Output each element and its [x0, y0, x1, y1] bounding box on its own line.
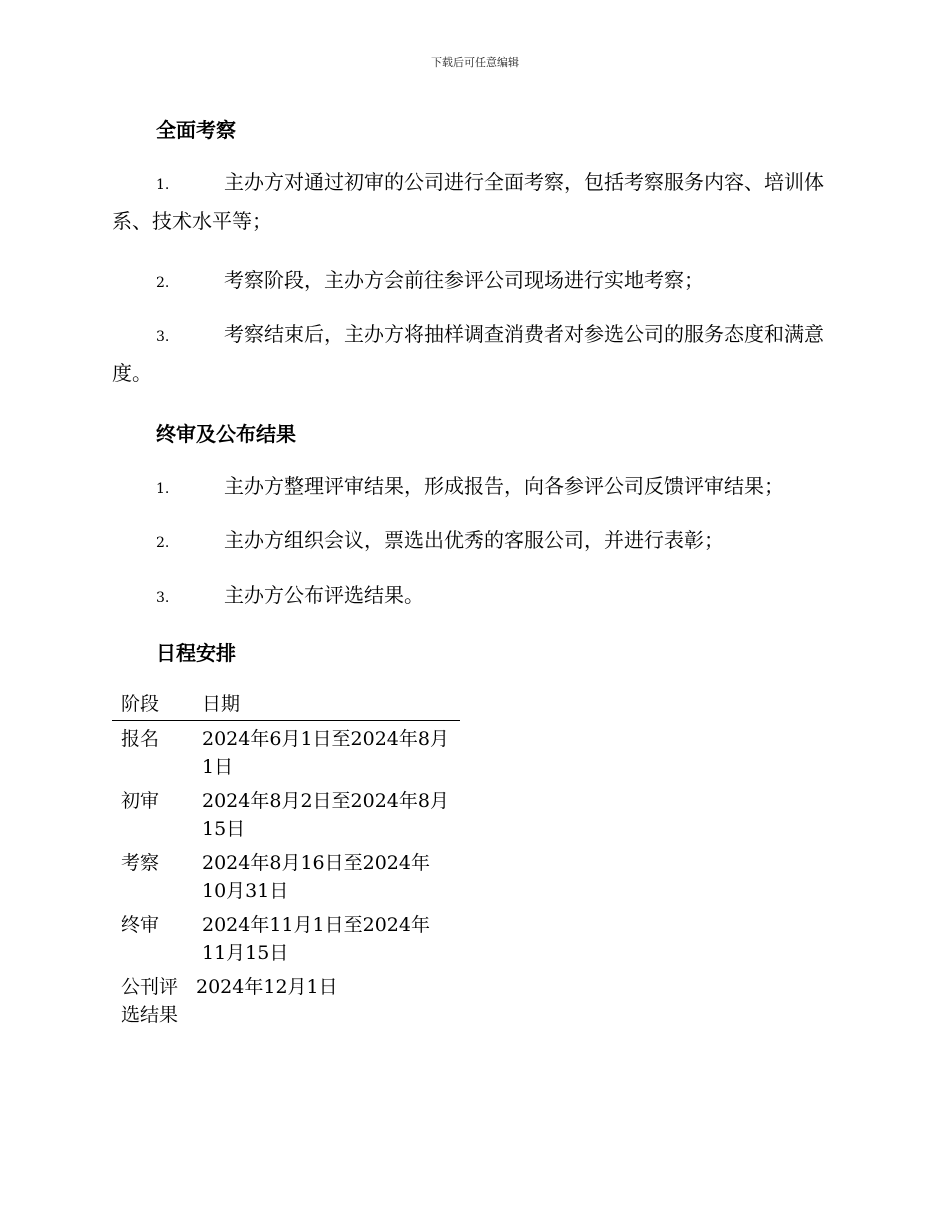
item-number: 2. [156, 275, 170, 291]
table-cell-stage: 报名 [121, 728, 160, 750]
table-cell-stage: 公刊评选结果 [121, 976, 179, 1026]
list-item [112, 262, 842, 301]
table-cell-date: 2024年6月1日至2024年8月1日 [202, 728, 449, 778]
list-item [112, 522, 842, 561]
table-cell-stage: 初审 [121, 790, 160, 812]
list-item [112, 577, 842, 616]
column-header-stage: 阶段 [121, 693, 160, 715]
section-heading-final-review: 终审及公布结果 [156, 422, 296, 446]
table-cell-date: 2024年8月2日至2024年8月15日 [202, 790, 449, 840]
item-text: 考察阶段，主办方会前往参评公司现场进行实地考察； [224, 268, 704, 292]
item-text: 主办方公布评选结果。 [224, 583, 424, 607]
table-row [112, 787, 460, 843]
table-cell-date: 2024年11月1日至2024年11月15日 [202, 914, 430, 964]
table-cell-stage: 终审 [121, 914, 160, 936]
section-heading-schedule: 日程安排 [156, 641, 236, 665]
item-number: 3. [156, 329, 170, 345]
table-cell-date: 2024年12月1日 [196, 976, 338, 998]
table-cell-date: 2024年8月16日至2024年10月31日 [202, 852, 430, 902]
item-text: 主办方组织会议，票选出优秀的客服公司，并进行表彰； [224, 528, 724, 552]
schedule-table [112, 690, 460, 1035]
section-heading-inspection: 全面考察 [156, 118, 236, 142]
item-text: 主办方对通过初审的公司进行全面考察，包括考察服务内容、培训体系、技术水平等； [112, 170, 824, 233]
table-row [112, 849, 460, 905]
table-header-row [112, 690, 460, 721]
list-item [112, 468, 842, 507]
page-header: 下载后可任意编辑 [431, 56, 519, 69]
item-number: 2. [156, 535, 170, 551]
item-text: 考察结束后，主办方将抽样调查消费者对参选公司的服务态度和满意度。 [112, 322, 824, 385]
table-cell-stage: 考察 [121, 852, 160, 874]
item-text: 主办方整理评审结果，形成报告，向各参评公司反馈评审结果； [224, 474, 784, 498]
item-number: 1. [156, 481, 170, 497]
item-number: 1. [156, 177, 170, 193]
list-item [112, 316, 842, 391]
column-header-date: 日期 [202, 693, 241, 715]
list-item [112, 164, 842, 239]
table-row [112, 911, 460, 967]
table-row [112, 973, 460, 1029]
item-number: 3. [156, 590, 170, 606]
table-row [112, 725, 460, 781]
